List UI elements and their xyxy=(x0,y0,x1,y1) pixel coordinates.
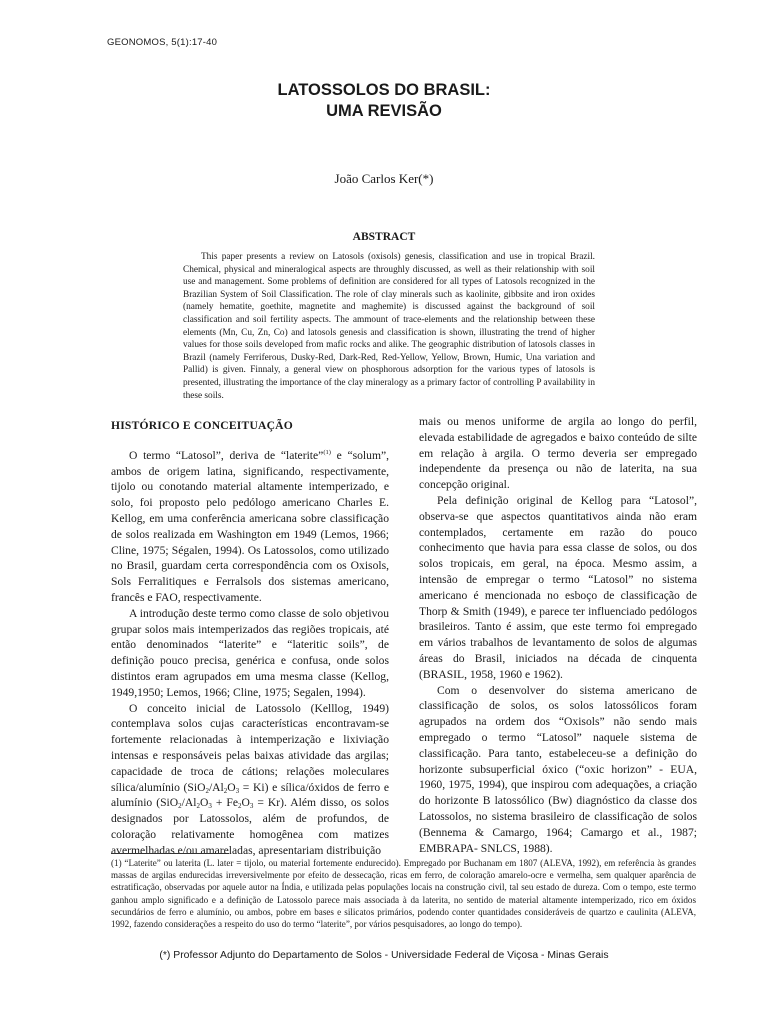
author-affiliation: (*) Professor Adjunto do Departamento de Solos - Universidade Federal de Viçosa - Minas Gerais xyxy=(159,950,609,961)
abstract-text: This paper presents a review on Latosols (oxisols) genesis, classification and use in tropical Brazil. Chemical, physical and mineralogical aspects are throughly discussed, as well as their relationship with soil use and management. Some problems of definition are considered for all types of Latosols recognized in the Brazilian System of Soil Classification. The role of clay minerals such as kaolinite, gibbsite and iron oxides (namely hematite, goethite, magnetite and maghemite) is discussed against the background of soil classification and soil fertility aspects. The ammount of trace-elements and the relationship between these elements (Mn, Cu, Zn, Co) and latosols genesis and classification is shown, illustrating the trend of higher values for those soils developed from mafic rocks and alike. The geographic distribution of latosols classes in Brazil (namely Ferriferous, Dusky-Red, Dark-Red, Red-Yellow, Yellow, Brown, Humic, Una variation and Pallid) is given. Finnaly, a general view on phosphorous adsorption for the various types of latosols is presented, illustrating the importance of the clay mineralogy as a primary factor of controlling P availability in these soils. xyxy=(183,252,595,401)
title-line-1: LATOSSOLOS DO BRASIL: xyxy=(277,81,491,99)
body-column-right xyxy=(419,414,697,856)
author-name: João Carlos Ker(*) xyxy=(334,171,434,186)
paragraph-3-continued: mais ou menos uniforme de argila ao longo do perfil, elevada estabilidade de agregados e baixo conteúdo de silte em relação à argila. O termo deveria ser empregado independente da presença ou não de laterita, na sua concepção original. xyxy=(419,415,697,492)
footnote: (1) “Laterite” ou laterita (L. later = tijolo, ou material fortemente endurecido). Empregado por Buchanam em 1807 (ALEVA, 1992), em referência às grandes massas de argilas endurecidas irreversivelmente por efeito de dessecação, ricas em ferro, de coloração amarelo-ocre e vermelha, sem qualquer aparência de estratificação, observadas por aquele autor na Índia, e utilizada pelas populações locais na construção civil, tal seu estado de dureza. Com o tempo, este termo ganhou amplo significado e a definição de Latossolo parece mais associada à da laterita, no sentido de material altamente intemperizado, rico em óxidos secundários de ferro e alumínio, ou ambos, pobre em bases e silicatos primários, podendo conter quantidades consideráveis de quartzo e caulinita (ALEVA, 1992, fazendo considerações a respeito do uso do termo “laterite”, por vários pesquisadores, ao longo do tempo). xyxy=(111,858,696,930)
paragraph-4: Pela definição original de Kellog para “Latosol”, observa-se que aspectos quantitativos ainda não eram contemplados, certamente em razão do pouco conhecimento que havia para essa classe de solos, ou dos solos tropicais, em geral, na época. Mesmo assim, a intensão de empregar o termo “Latosol” no sistema americano é mencionada no esboço de classificação de Thorp & Smith (1949), e parece ter influenciado pedólogos brasileiros. Tanto é assim, que este termo foi empregado em vários trabalhos de levantamento de solos de algumas áreas do Brasil, iniciados na década de cinquenta (BRASIL, 1958, 1960 e 1962). xyxy=(419,493,697,681)
abstract-heading: ABSTRACT xyxy=(352,231,416,243)
title-line-2: UMA REVISÃO xyxy=(326,102,442,120)
body-column-left xyxy=(111,414,389,859)
paragraph-3: O conceito inicial de Latossolo (Kelllog, 1949) contemplava solos cujas características encontravam-se fortemente relacionadas à intemperização e lixiviação intensas e responsáveis pelas baixas atividade das argilas; capacidade de troca de cátions; relações moleculares sílica/alumínio $(SiO_2/Al_2O_3 = Ki)$ e sílica/óxidos de ferro e alumínio $(SiO_2/Al_2O_3 + Fe_2O_3 = Kr)$. Além disso, os solos designados por Latossolos, além de profundos, de coloração relativamente homogênea com matizes avermelhadas e/ou amareladas, apresentariam distribuição xyxy=(111,701,389,857)
footnote-divider xyxy=(111,853,229,854)
article-title xyxy=(0,80,768,122)
journal-citation: GEONOMOS, 5(1):17-40 xyxy=(107,37,218,48)
section-heading: HISTÓRICO E CONCEITUAÇÃO xyxy=(111,419,293,432)
paragraph-2: A introdução deste termo como classe de solo objetivou grupar solos mais intemperizados das regiões tropicais, até então denominados “laterite” e “lateritic soils”, de definição pouco precisa, genérica e confusa, onde solos distintos eram agrupados em uma mesma classe (Kellog, 1949,1950; Lemos, 1966; Cline, 1975; Segalen, 1994). xyxy=(111,606,389,699)
paragraph-5: Com o desenvolver do sistema americano de classificação de solos, os solos latossólicos foram agrupados na ordem dos “Oxisols” não sendo mais empregado o termo “Latosol” naquele sistema de classificação. Para tanto, estabeleceu-se a definição do horizonte subsuperficial óxico (“oxic horizon” - EUA, 1960, 1975, 1994), que inspirou com adequações, a criação do horizonte B latossólico (Bw) diagnóstico da classe dos Latossolos, no sistema brasileiro de classificação de solos (Bennema & Camargo, 1964; Camargo et al., 1987; EMBRAPA- SNLCS, 1988). xyxy=(419,683,697,855)
footnote-marker: (1) xyxy=(323,448,331,456)
paragraph-1: O termo “Latosol”, deriva de “laterite”$^{(1)}$ e “solum”, ambos de origem latina, significando, respectivamente, tijolo ou conotando material altamente intemperizado, e solo, foi proposto pelo pedólogo americano Charles E. Kellog, em uma conferência americana sobre classificação de solos realizada em Washington em 1949 (Lemos, 1966; Cline, 1975; Ségalen, 1994). Os Latossolos, como utilizado no Brasil, guardam certa correspondência com os Oxisols, Sols Ferralitiques e Ferralsols dos sistemas americano, francês e FAO, respectivamente. xyxy=(111,448,389,604)
